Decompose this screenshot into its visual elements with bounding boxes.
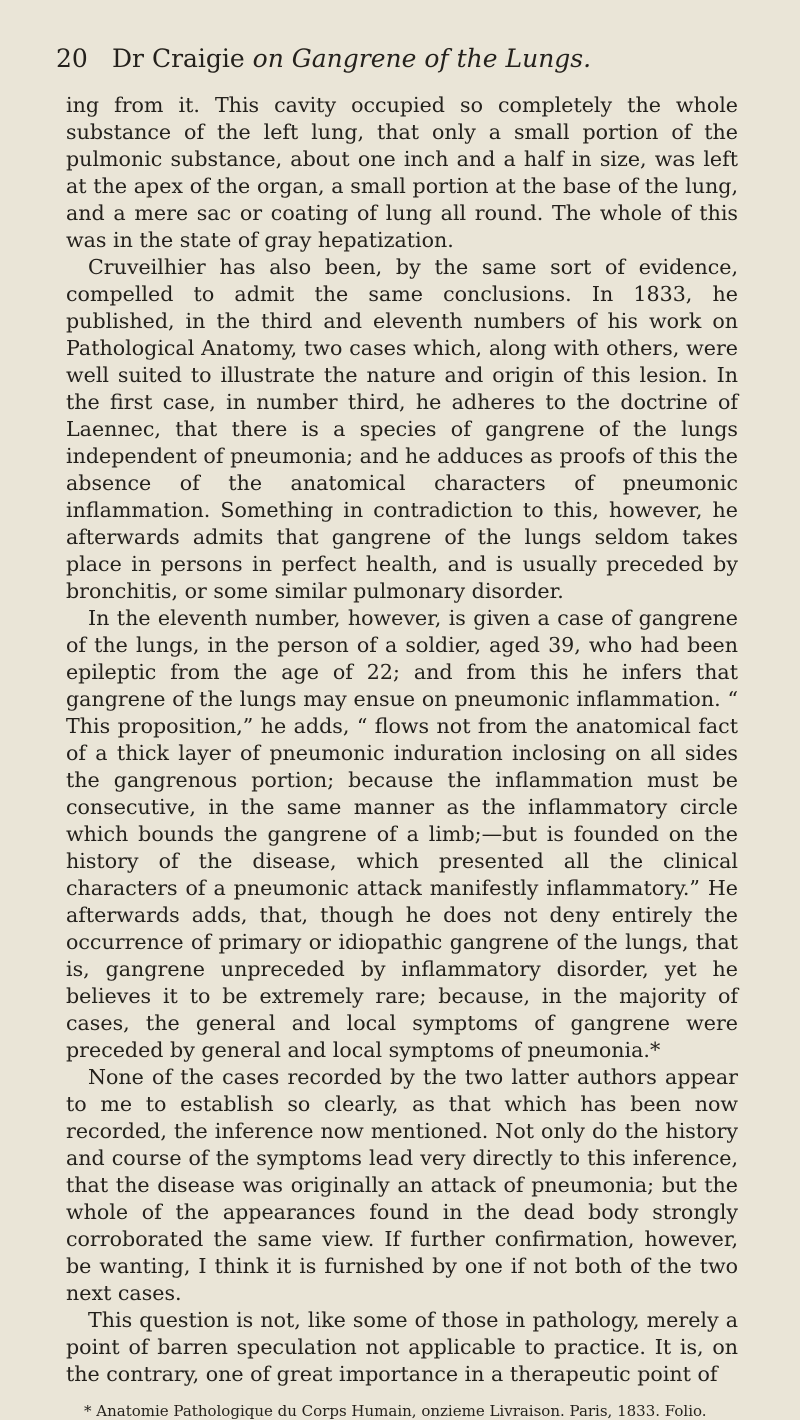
paragraph-this-question: This question is not, like some of those in pathology, merely a point of barren speculation not applicable to practice. It is, on the contrary, one of great importance in a therapeutic point of xyxy=(66,1308,738,1386)
running-title-on: on xyxy=(252,44,284,73)
body-text xyxy=(66,92,738,1388)
paragraph-continued: ing from it. This cavity occupied so completely the whole substance of the left lung, that only a small portion of the pulmonic substance, about one inch and a half in size, was left at the apex of the organ, a small portion at the base of the lung, and a mere sac or coating of lung all round. The whole of this was in the state of gray hepatization. xyxy=(66,93,738,252)
footnote: * Anatomie Pathologique du Corps Humain, onzieme Livraison. Paris, 1833. Folio. xyxy=(84,1402,707,1420)
footnote-separator xyxy=(66,1388,738,1402)
paragraph-none-of-cases: None of the cases recorded by the two latter authors appear to me to establish so clearly, as that which has been now recorded, the inference now mentioned. Not only do the history and course of the symptoms lead very directly to this inference, that the disease was originally an attack of pneumonia; but the whole of the appearances found in the dead body strongly corroborated the same view. If further confirmation, however, be wanting, I think it is furnished by one if not both of the two next cases. xyxy=(66,1065,738,1305)
paragraph-cruveilhier: Cruveilhier has also been, by the same sort of evidence, compelled to admit the same conclusions. In 1833, he published, in the third and eleventh numbers of his work on Pathological Anatomy, two cases which, along with others, were well suited to illustrate the nature and origin of this lesion. In the first case, in number third, he adheres to the doctrine of Laennec, that there is a species of gangrene of the lungs independent of pneumonia; and he adduces as proofs of this the absence of the anatomical characters of pneumonic inflammation. Something in contradiction to this, however, he afterwards admits that gangrene of the lungs seldom takes place in persons in perfect health, and is usually preceded by bronchitis, or some similar pulmonary disorder. xyxy=(66,255,738,603)
running-head xyxy=(56,44,738,92)
running-title-author: Dr Craigie xyxy=(112,44,245,73)
running-title-subject: Gangrene of the Lungs. xyxy=(291,44,592,73)
running-title xyxy=(112,44,591,73)
paragraph-eleventh-number: In the eleventh number, however, is given a case of gangrene of the lungs, in the person of a soldier, aged 39, who had been epileptic from the age of 22; and from this he infers that gangrene of the lungs may ensue on pneumonic inflammation. “ This proposition,” he adds, “ flows not from the anatomical fact of a thick layer of pneumonic induration inclosing on all sides the gangrenous portion; because the inflammation must be consecutive, in the same manner as the inflammatory circle which bounds the gangrene of a limb;—but is founded on the history of the disease, which presented all the clinical characters of a pneumonic attack manifestly inflammatory.” He afterwards adds, that, though he does not deny entirely the occurrence of primary or idiopathic gangrene of the lungs, that is, gangrene unpreceded by inflammatory disorder, yet he believes it to be extremely rare; because, in the majority of cases, the general and local symptoms of gangrene were preceded by general and local symptoms of pneumonia.* xyxy=(66,606,738,1062)
page-number: 20 xyxy=(56,44,88,73)
